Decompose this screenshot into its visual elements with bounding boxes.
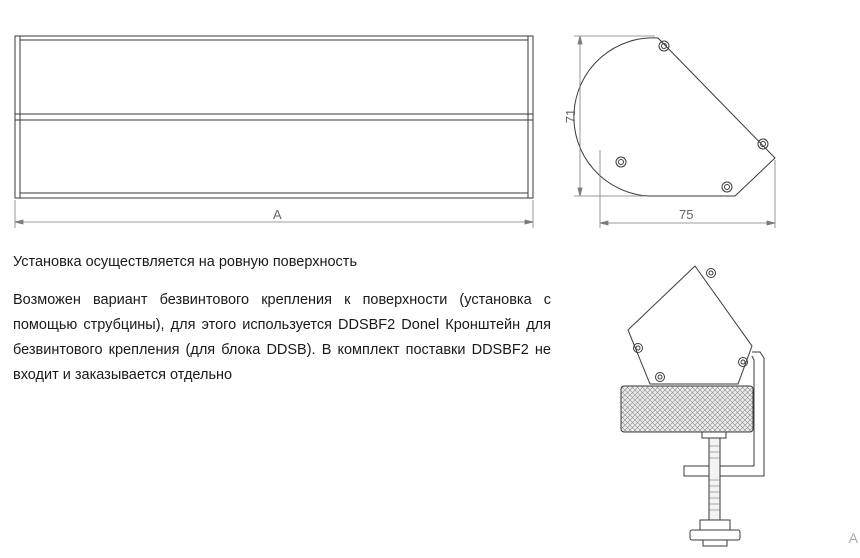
screw-hole-icon xyxy=(722,182,732,192)
screw-hole-icon xyxy=(659,41,669,51)
clamp-handle-base xyxy=(690,530,740,540)
corner-label: A xyxy=(848,530,858,546)
installation-note: Установка осуществляется на ровную поверхность xyxy=(13,254,358,270)
side-height-label: 71 xyxy=(563,108,578,124)
clamp-illustration xyxy=(621,266,764,546)
clamp-mounting-note: Возможен вариант безвинтового крепления к поверхности (установка с помощью струбцины), для этого используется DDSBF2 Donel Кронштейн для безвинтового крепления (для блока DDSB). В комплект поставки DDSBF2 не входит и заказывается отдельно xyxy=(13,292,551,383)
clamp-handle xyxy=(700,520,730,530)
screw-hole-icon xyxy=(707,269,716,278)
screw-hole-icon xyxy=(758,139,768,149)
front-dimension-label: A xyxy=(273,207,282,222)
side-width-label: 75 xyxy=(679,207,694,222)
side-view xyxy=(574,38,775,196)
clamp-handle-foot xyxy=(703,540,727,546)
tabletop-section xyxy=(621,386,753,432)
cutoff-text-line xyxy=(13,552,633,558)
side-height-dimension xyxy=(574,36,655,196)
screw-hole-icon xyxy=(616,157,626,167)
clamp-pressure-plate xyxy=(702,432,726,438)
front-view xyxy=(15,36,533,198)
clamp-screw xyxy=(709,438,720,520)
